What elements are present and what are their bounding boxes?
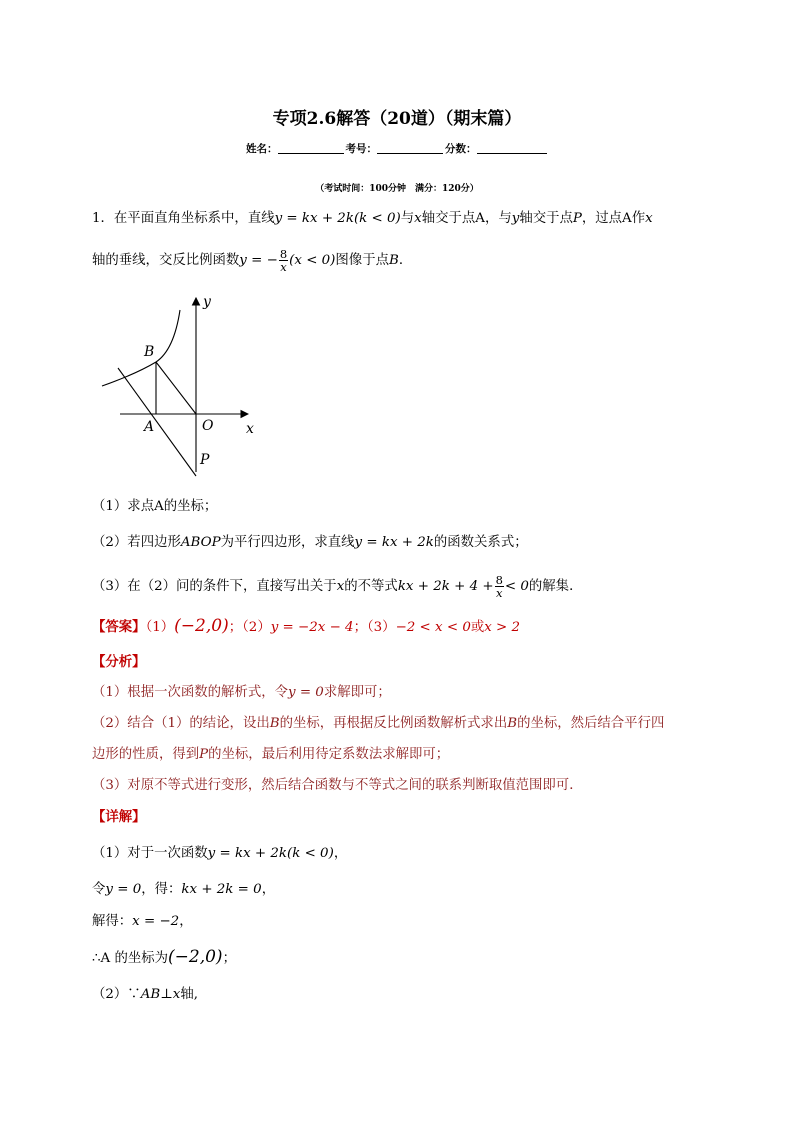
- text: 边形的性质，得到: [92, 747, 200, 762]
- detail-line-1: [92, 844, 347, 864]
- analysis-line-4: [92, 776, 583, 796]
- student-info-row: [246, 141, 549, 156]
- text: ；（2）: [228, 620, 271, 635]
- q1-part-3: [92, 574, 582, 599]
- coordinate-figure: [96, 290, 266, 490]
- text: ，: [261, 882, 276, 897]
- denominator: x: [280, 260, 287, 274]
- text: （3）在（2）问的条件下，直接写出关于: [92, 579, 337, 594]
- text: 求解即可；: [323, 685, 391, 700]
- q1-part-2: [92, 533, 528, 553]
- text: 轴交于点: [519, 211, 573, 226]
- id-label: 考号：: [345, 143, 377, 155]
- math: y: [511, 211, 520, 226]
- text: 的坐标，然后结合平行四: [517, 716, 665, 731]
- answer-tag: 【答案】: [92, 619, 146, 635]
- text: （2）结合（1）的结论，设出: [92, 716, 270, 731]
- text: （1）: [145, 620, 175, 635]
- math: B: [269, 716, 280, 731]
- tag-text: 【分析】: [92, 654, 146, 670]
- analysis-line-2: [92, 714, 664, 734]
- label-y: y: [203, 294, 211, 310]
- text: 图像于点: [335, 253, 389, 268]
- math: y = 0: [288, 685, 324, 700]
- q1-line-1: [92, 209, 653, 229]
- math: (−2,0): [168, 947, 223, 967]
- text: 的解集．: [528, 579, 583, 594]
- math: x = −2: [132, 914, 180, 929]
- numerator: 8: [495, 573, 503, 587]
- name-label: 姓名：: [246, 143, 278, 155]
- math: AB⊥x: [140, 987, 181, 1002]
- math: y = 0: [105, 882, 142, 897]
- math: (−2,0): [174, 616, 229, 636]
- math: < 0: [504, 579, 529, 594]
- math: kx + 2k + 4 +: [397, 579, 494, 594]
- line-AP: [118, 368, 196, 476]
- tag-text: 【详解】: [92, 809, 146, 825]
- text: （1）对于一次函数: [92, 846, 208, 861]
- math: y = kx + 2k(k < 0): [274, 211, 401, 226]
- math: B: [388, 253, 399, 268]
- text: ，: [333, 846, 348, 861]
- answer-line: [92, 616, 520, 638]
- label-A: A: [144, 419, 155, 435]
- exam-info: （考试时间：100分钟 满分：120分）: [315, 184, 479, 194]
- text: （2）∵: [92, 987, 141, 1002]
- detail-line-5: [92, 985, 198, 1005]
- text: ∴A 的坐标为: [92, 951, 169, 966]
- math: y = kx + 2k(k < 0): [207, 846, 334, 861]
- text: ；（3）: [353, 620, 396, 635]
- text: 为平行四边形，求直线: [220, 535, 355, 550]
- math: x > 2: [484, 620, 521, 635]
- analysis-line-3: [92, 745, 449, 765]
- detail-line-2: [92, 880, 275, 900]
- fraction: [279, 248, 288, 273]
- math: −2 < x < 0: [395, 620, 471, 635]
- math: y = −2x − 4: [270, 620, 354, 635]
- math: x: [336, 579, 345, 594]
- math: kx + 2k = 0: [181, 882, 262, 897]
- math: x: [414, 211, 422, 226]
- text: ，: [179, 914, 193, 929]
- math: y = kx + 2k: [354, 535, 434, 550]
- math: B: [507, 716, 518, 731]
- text: 与: [400, 211, 415, 226]
- detail-line-4: [92, 947, 236, 969]
- text: ，过点A作: [581, 211, 646, 226]
- text: 的坐标，再根据反比例函数解析式求出: [279, 716, 508, 731]
- detail-line-3: [92, 912, 193, 932]
- text: （1）求点A的坐标；: [92, 499, 218, 514]
- text: （3）对原不等式进行变形，然后结合函数与不等式之间的联系判断取值范围即可．: [92, 778, 583, 793]
- text: 的坐标，最后利用待定系数法求解即可；: [208, 747, 450, 762]
- label-B: B: [144, 344, 155, 360]
- text: 的函数关系式；: [433, 535, 528, 550]
- text: 轴的垂线，交反比例函数: [92, 253, 240, 268]
- text: 或: [470, 620, 485, 635]
- score-blank[interactable]: [477, 142, 547, 154]
- label-P: P: [200, 452, 210, 468]
- analysis-line-1: [92, 683, 391, 703]
- math: ABOP: [180, 535, 221, 550]
- name-blank[interactable]: [278, 142, 344, 154]
- text: 1．在平面直角坐标系中，直线: [92, 211, 275, 226]
- text: 的不等式: [344, 579, 398, 594]
- text: （1）根据一次函数的解析式，令: [92, 685, 288, 700]
- segment-BO: [156, 362, 196, 414]
- text: ；: [222, 951, 236, 966]
- text: ，得：: [141, 882, 182, 897]
- text: ．: [398, 253, 413, 268]
- fraction: [495, 574, 504, 599]
- document-title: 专项2.6解答（20道）（期末篇）: [272, 109, 522, 129]
- hyperbola-curve: [102, 310, 180, 386]
- text: 解得：: [92, 914, 133, 929]
- math: (x < 0): [289, 253, 336, 268]
- q1-part-1: [92, 497, 217, 517]
- id-blank[interactable]: [377, 142, 443, 154]
- analysis-tag: [92, 652, 146, 673]
- numerator: 8: [279, 247, 288, 261]
- score-label: 分数：: [445, 143, 477, 155]
- detail-tag: [92, 807, 146, 828]
- label-O: O: [202, 418, 214, 434]
- text: 令: [92, 882, 106, 897]
- math: P: [199, 747, 209, 762]
- text: 轴,: [180, 987, 199, 1002]
- math: y = −: [239, 253, 278, 268]
- math: P: [572, 211, 582, 226]
- text: （2）若四边形: [92, 535, 181, 550]
- label-x: x: [246, 421, 254, 437]
- text: 轴交于点A，与: [421, 211, 512, 226]
- q1-line-2: [92, 248, 412, 273]
- denominator: x: [495, 586, 503, 600]
- math: x: [645, 211, 653, 226]
